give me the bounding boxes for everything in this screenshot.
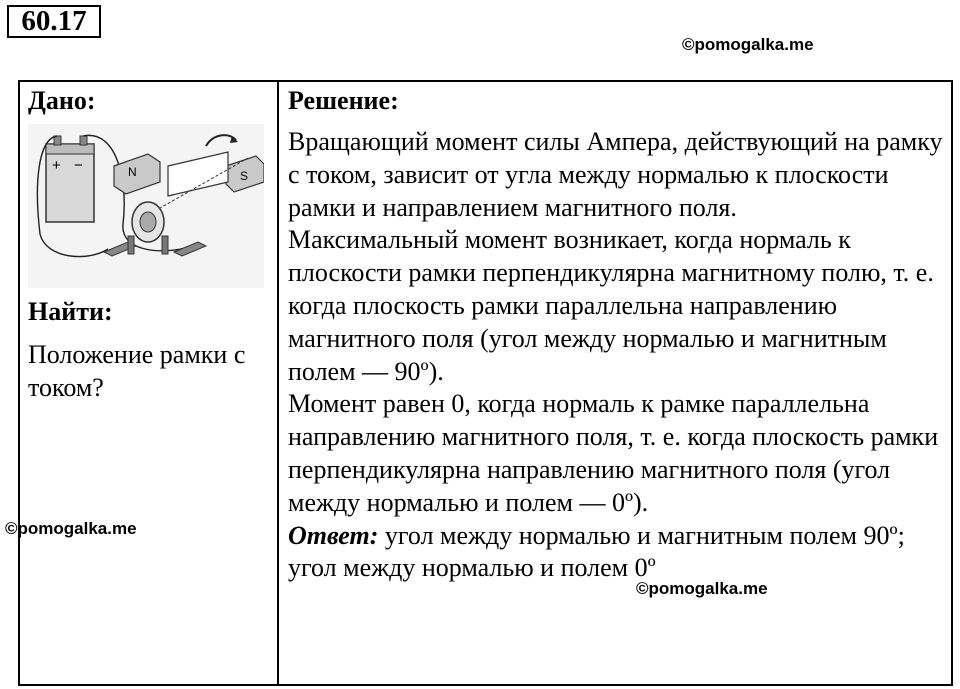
battery-minus: − (74, 157, 83, 174)
solution-paragraph: Вращающий момент силы Ампера, действующий на рамку с током, зависит от угла между нормалью к плоскости рамки и направлением магнитного поля. (288, 127, 943, 222)
svg-text:N: N (128, 165, 137, 179)
solution-table (18, 80, 953, 686)
column-divider (277, 82, 279, 684)
battery-icon (46, 136, 94, 222)
find-text: Положение рамки с током? (28, 340, 246, 402)
solution-paragraph: Максимальный момент возникает, когда нормаль к плоскости рамки перпендикулярна магнитному полю, т. е. когда плоскость рамки параллельна направлению магнитного поля (угол между нормалью и магнитным полем — 90º). (288, 225, 934, 386)
answer (288, 520, 953, 586)
watermark: ©pomogalka.me (682, 35, 814, 54)
watermark: ©pomogalka.me (5, 519, 137, 538)
solution-label: Решение: (288, 86, 399, 115)
answer-label: Ответ: (288, 520, 379, 550)
svg-text:S: S (240, 169, 249, 183)
battery-plus: + (52, 157, 61, 174)
find-label: Найти: (28, 297, 113, 326)
solution-paragraph: Момент равен 0, когда нормаль к рамке параллельна направлению магнитного поля, т. е. когда плоскость рамки перпендикулярна направлению магнитного поля (угол между нормалью и полем — 0º). (288, 389, 939, 517)
answer-text: угол между нормалью и магнитным полем 90º; угол между нормалью и полем 0º (288, 520, 905, 583)
motor-diagram (28, 124, 264, 288)
solution-text (288, 126, 953, 585)
problem-number: 60.17 (7, 5, 101, 38)
given-label: Дано: (28, 86, 96, 115)
watermark: ©pomogalka.me (636, 579, 768, 598)
